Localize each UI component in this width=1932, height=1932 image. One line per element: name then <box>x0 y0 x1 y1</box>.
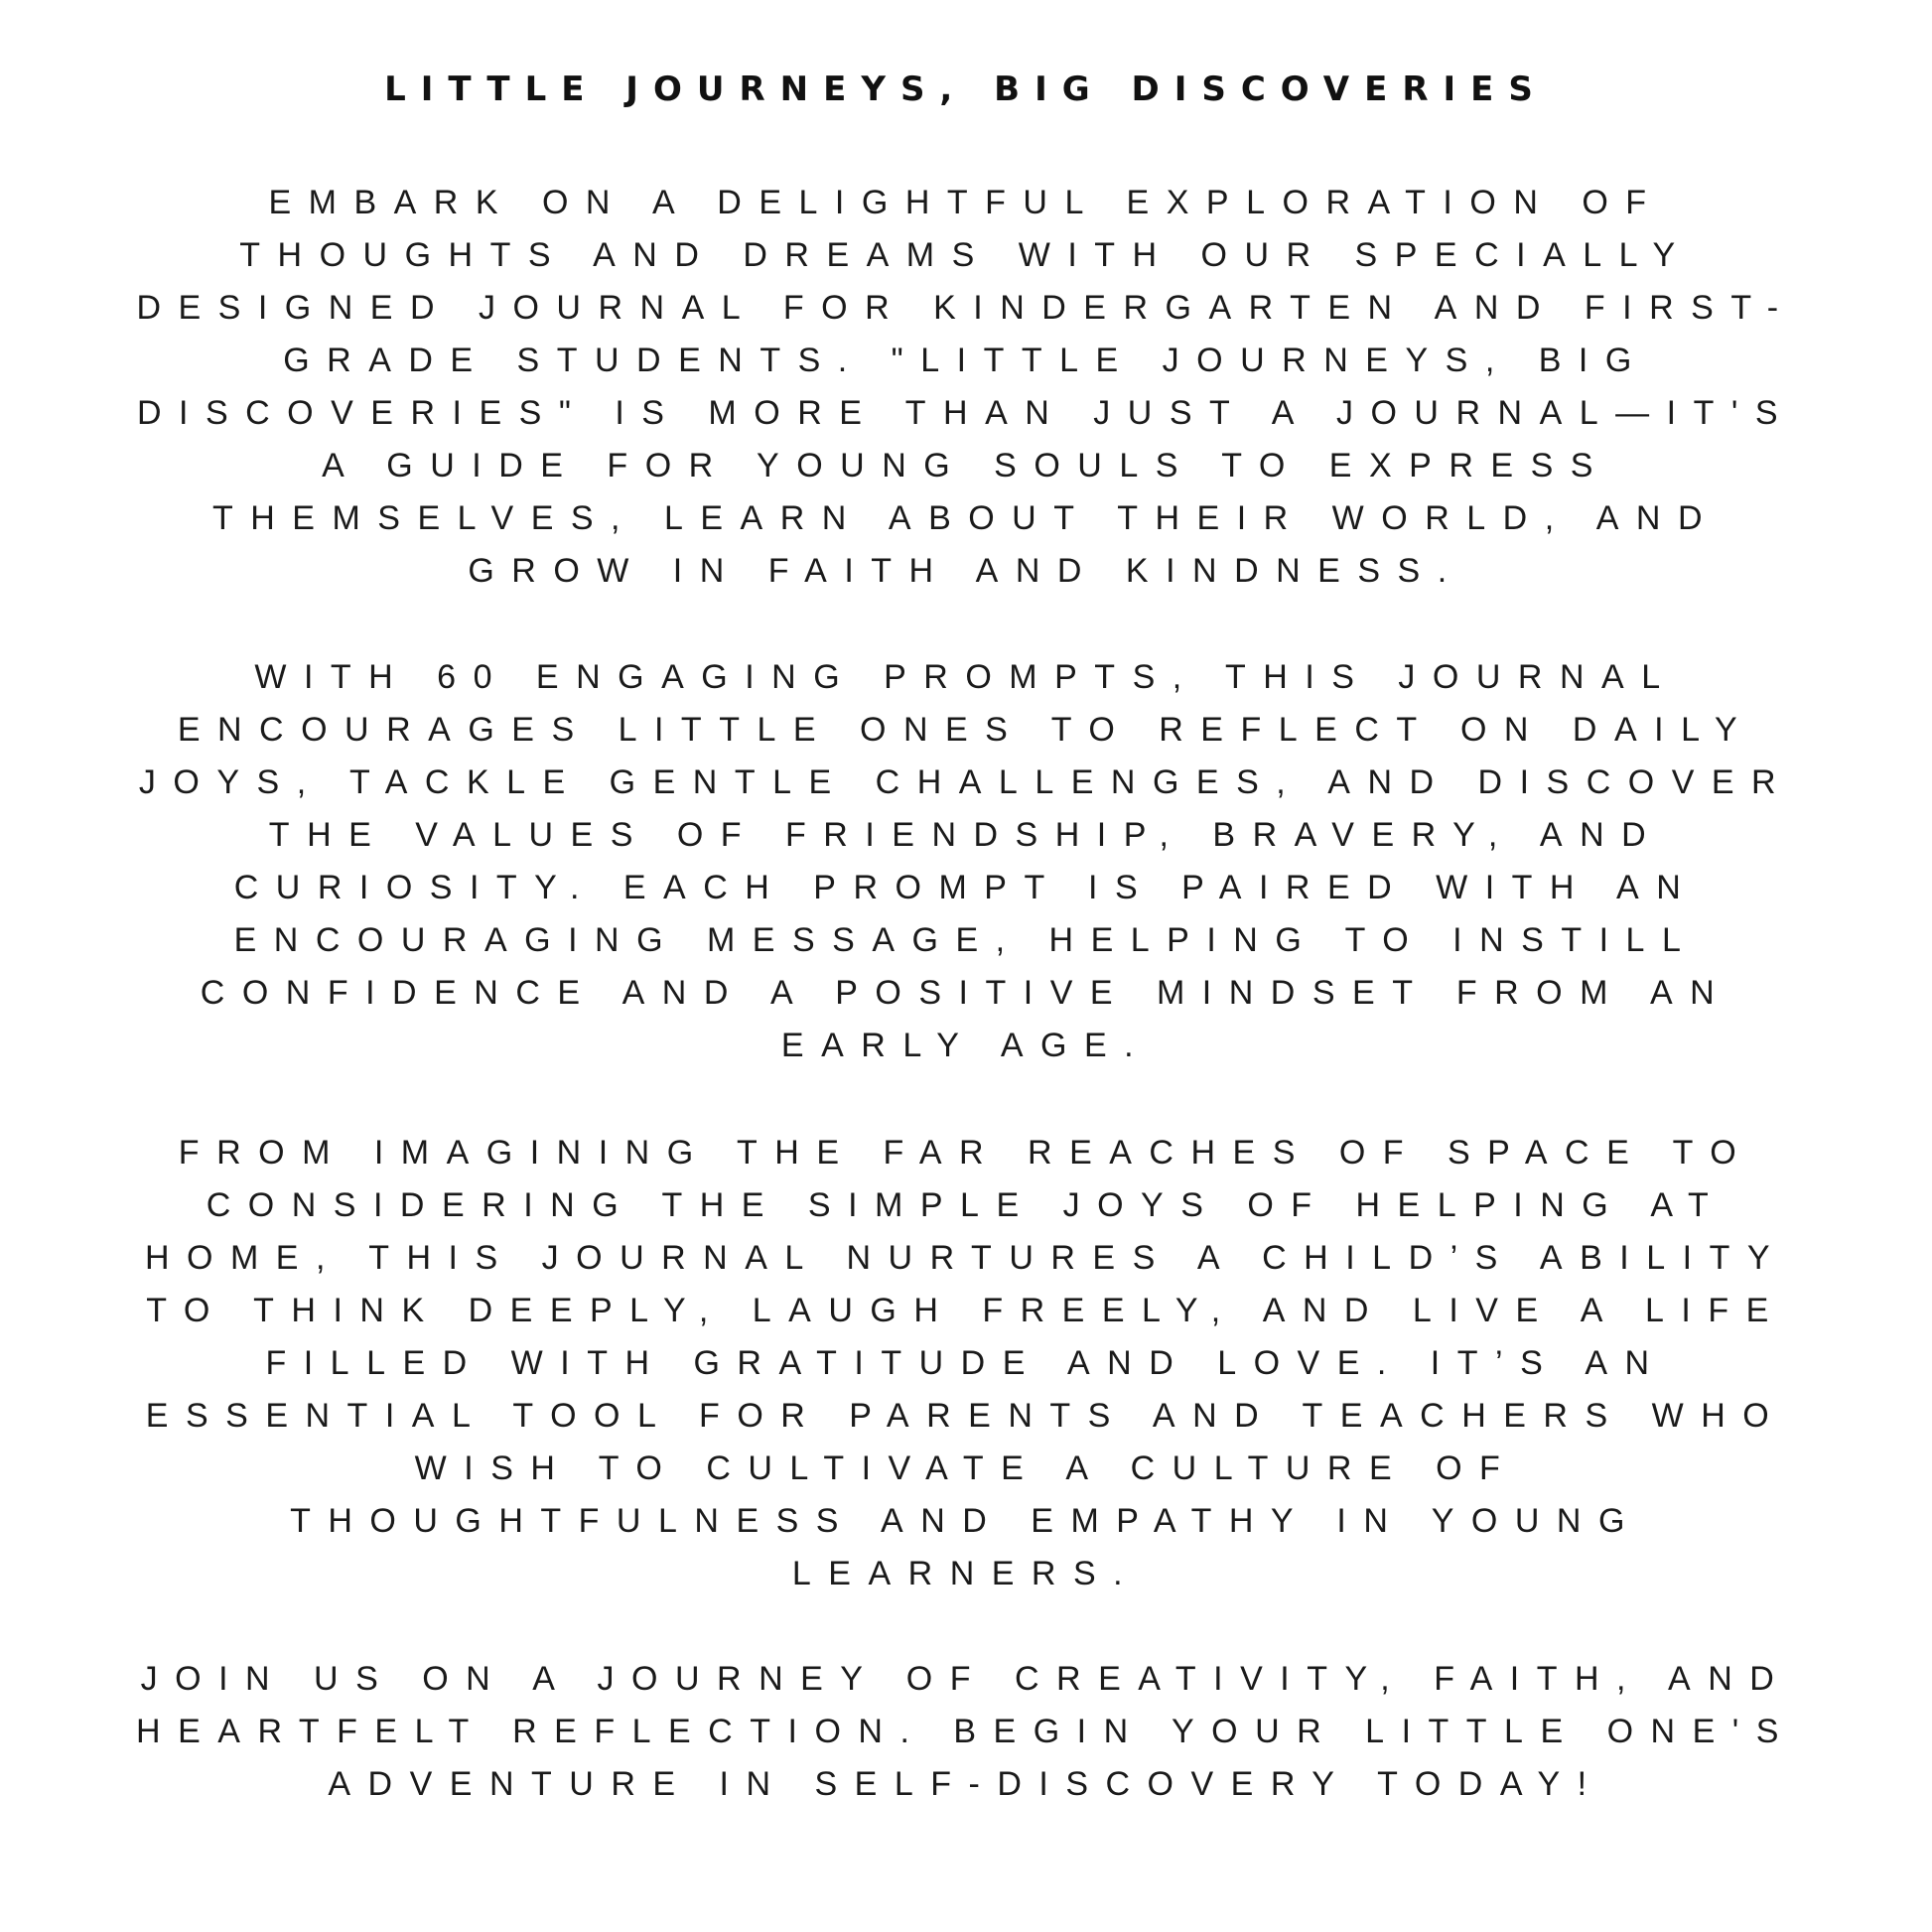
paragraph-line: THE VALUES OF FRIENDSHIP, BRAVERY, AND <box>268 816 1664 854</box>
paragraph-intro <box>0 177 1932 598</box>
paragraph-line: THEMSELVES, LEARN ABOUT THEIR WORLD, AND <box>211 499 1721 537</box>
paragraph-line: THOUGHTS AND DREAMS WITH OUR SPECIALLY <box>239 236 1693 274</box>
paragraph-prompts <box>0 651 1932 1072</box>
paragraph-line: EARLY AGE. <box>780 1027 1152 1064</box>
paragraph-line: DISCOVERIES" IS MORE THAN JUST A JOURNAL—IT'S <box>136 394 1796 432</box>
paragraph-call-to-action <box>0 1653 1932 1811</box>
paragraph-line: A GUIDE FOR YOUNG SOULS TO EXPRESS <box>322 447 1610 484</box>
paragraph-line: ENCOURAGES LITTLE ONES TO REFLECT ON DAILY <box>177 711 1755 749</box>
paragraph-line: GROW IN FAITH AND KINDNESS. <box>468 552 1464 590</box>
paragraph-line: HEARTFELT REFLECTION. BEGIN YOUR LITTLE ONE'S <box>136 1713 1796 1750</box>
paragraph-line: ADVENTURE IN SELF-DISCOVERY TODAY! <box>328 1765 1604 1803</box>
paragraph-line: CURIOSITY. EACH PROMPT IS PAIRED WITH AN <box>233 869 1699 906</box>
paragraph-line: FROM IMAGINING THE FAR REACHES OF SPACE TO <box>178 1134 1754 1172</box>
paragraph-line: JOYS, TACKLE GENTLE CHALLENGES, AND DISCOVER <box>138 763 1794 801</box>
paragraph-line: FILLED WITH GRATITUDE AND LOVE. IT’S AN <box>265 1344 1667 1382</box>
paragraph-line: WITH 60 ENGAGING PROMPTS, THIS JOURNAL <box>254 658 1678 696</box>
paragraph-line: EMBARK ON A DELIGHTFUL EXPLORATION OF <box>268 184 1664 221</box>
paragraph-line: CONFIDENCE AND A POSITIVE MINDSET FROM AN <box>200 974 1732 1012</box>
document-title: LITTLE JOURNEYS, BIG DISCOVERIES <box>384 69 1548 109</box>
paragraph-imagination <box>0 1127 1932 1600</box>
paragraph-line: JOIN US ON A JOURNEY OF CREATIVITY, FAITH, AND <box>140 1660 1792 1698</box>
paragraph-line: LEARNERS. <box>791 1555 1141 1592</box>
paragraph-line: GRADE STUDENTS. "LITTLE JOURNEYS, BIG <box>283 342 1649 379</box>
paragraph-line: HOME, THIS JOURNAL NURTURES A CHILD’S ABILITY <box>144 1239 1788 1277</box>
paragraph-line: DESIGNED JOURNAL FOR KINDERGARTEN AND FIRST- <box>136 289 1796 327</box>
paragraph-line: CONSIDERING THE SIMPLE JOYS OF HELPING AT <box>206 1186 1726 1224</box>
paragraph-line: WISH TO CULTIVATE A CULTURE OF <box>414 1449 1518 1487</box>
paragraph-line: TO THINK DEEPLY, LAUGH FREELY, AND LIVE A LIFE <box>146 1292 1786 1329</box>
paragraph-line: THOUGHTFULNESS AND EMPATHY IN YOUNG <box>290 1502 1642 1540</box>
paragraph-line: ESSENTIAL TOOL FOR PARENTS AND TEACHERS WHO <box>145 1397 1787 1435</box>
paragraph-line: ENCOURAGING MESSAGE, HELPING TO INSTILL <box>233 921 1699 959</box>
